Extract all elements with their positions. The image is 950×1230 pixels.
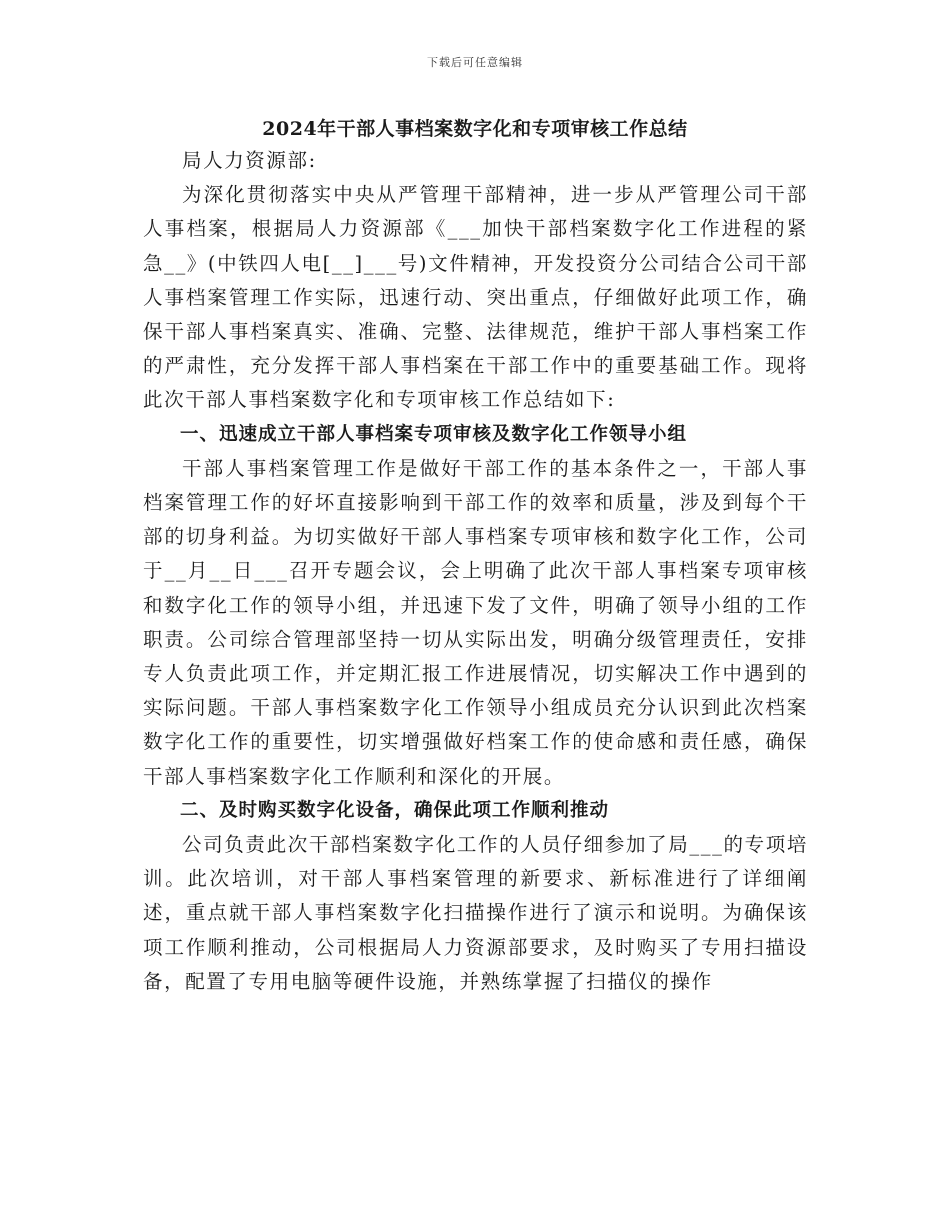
document-body xyxy=(143,144,808,999)
section-2-paragraph: 公司负责此次干部档案数字化工作的人员仔细参加了局___的专项培训。此次培训，对干部人事档案管理的新要求、新标准进行了详细阐述，重点就干部人事档案数字化扫描操作进行了演示和说明。为确保该项工作顺利推动，公司根据局人力资源部要求，及时购买了专用扫描设备，配置了专用电脑等硬件设施，并熟练掌握了扫描仪的操作 xyxy=(143,833,808,993)
section-1-paragraph: 干部人事档案管理工作是做好干部工作的基本条件之一，干部人事档案管理工作的好坏直接影响到干部工作的效率和质量，涉及到每个干部的切身利益。为切实做好干部人事档案专项审核和数字化工作，公司于__月__日___召开专题会议，会上明确了此次干部人事档案专项审核和数字化工作的领导小组，并迅速下发了文件，明确了领导小组的工作职责。公司综合管理部坚持一切从实际出发，明确分级管理责任，安排专人负责此项工作，并定期汇报工作进展情况，切实解决工作中遇到的实际问题。干部人事档案数字化工作领导小组成员充分认识到此次档案数字化工作的重要性，切实增强做好档案工作的使命感和责任感，确保干部人事档案数字化工作顺利和深化的开展。 xyxy=(143,456,808,788)
document-title: 2024年干部人事档案数字化和专项审核工作总结 xyxy=(262,118,688,140)
intro-paragraph: 为深化贯彻落实中央从严管理干部精神，进一步从严管理公司干部人事档案，根据局人力资源部《___加快干部档案数字化工作进程的紧急__》(中铁四人电[__]___号)文件精神，开发投资分公司结合公司干部人事档案管理工作实际，迅速行动、突出重点，仔细做好此项工作，确保干部人事档案真实、准确、完整、法律规范，维护干部人事档案工作的严肃性，充分发挥干部人事档案在干部工作中的重要基础工作。现将此次干部人事档案数字化和专项审核工作总结如下: xyxy=(143,183,808,412)
section-heading-1: 一、迅速成立干部人事档案专项审核及数字化工作领导小组 xyxy=(180,423,688,445)
header-note: 下载后可任意编辑 xyxy=(427,56,523,69)
salutation: 局人力资源部: xyxy=(182,149,317,172)
section-heading-2: 二、及时购买数字化设备，确保此项工作顺利推动 xyxy=(180,799,610,821)
